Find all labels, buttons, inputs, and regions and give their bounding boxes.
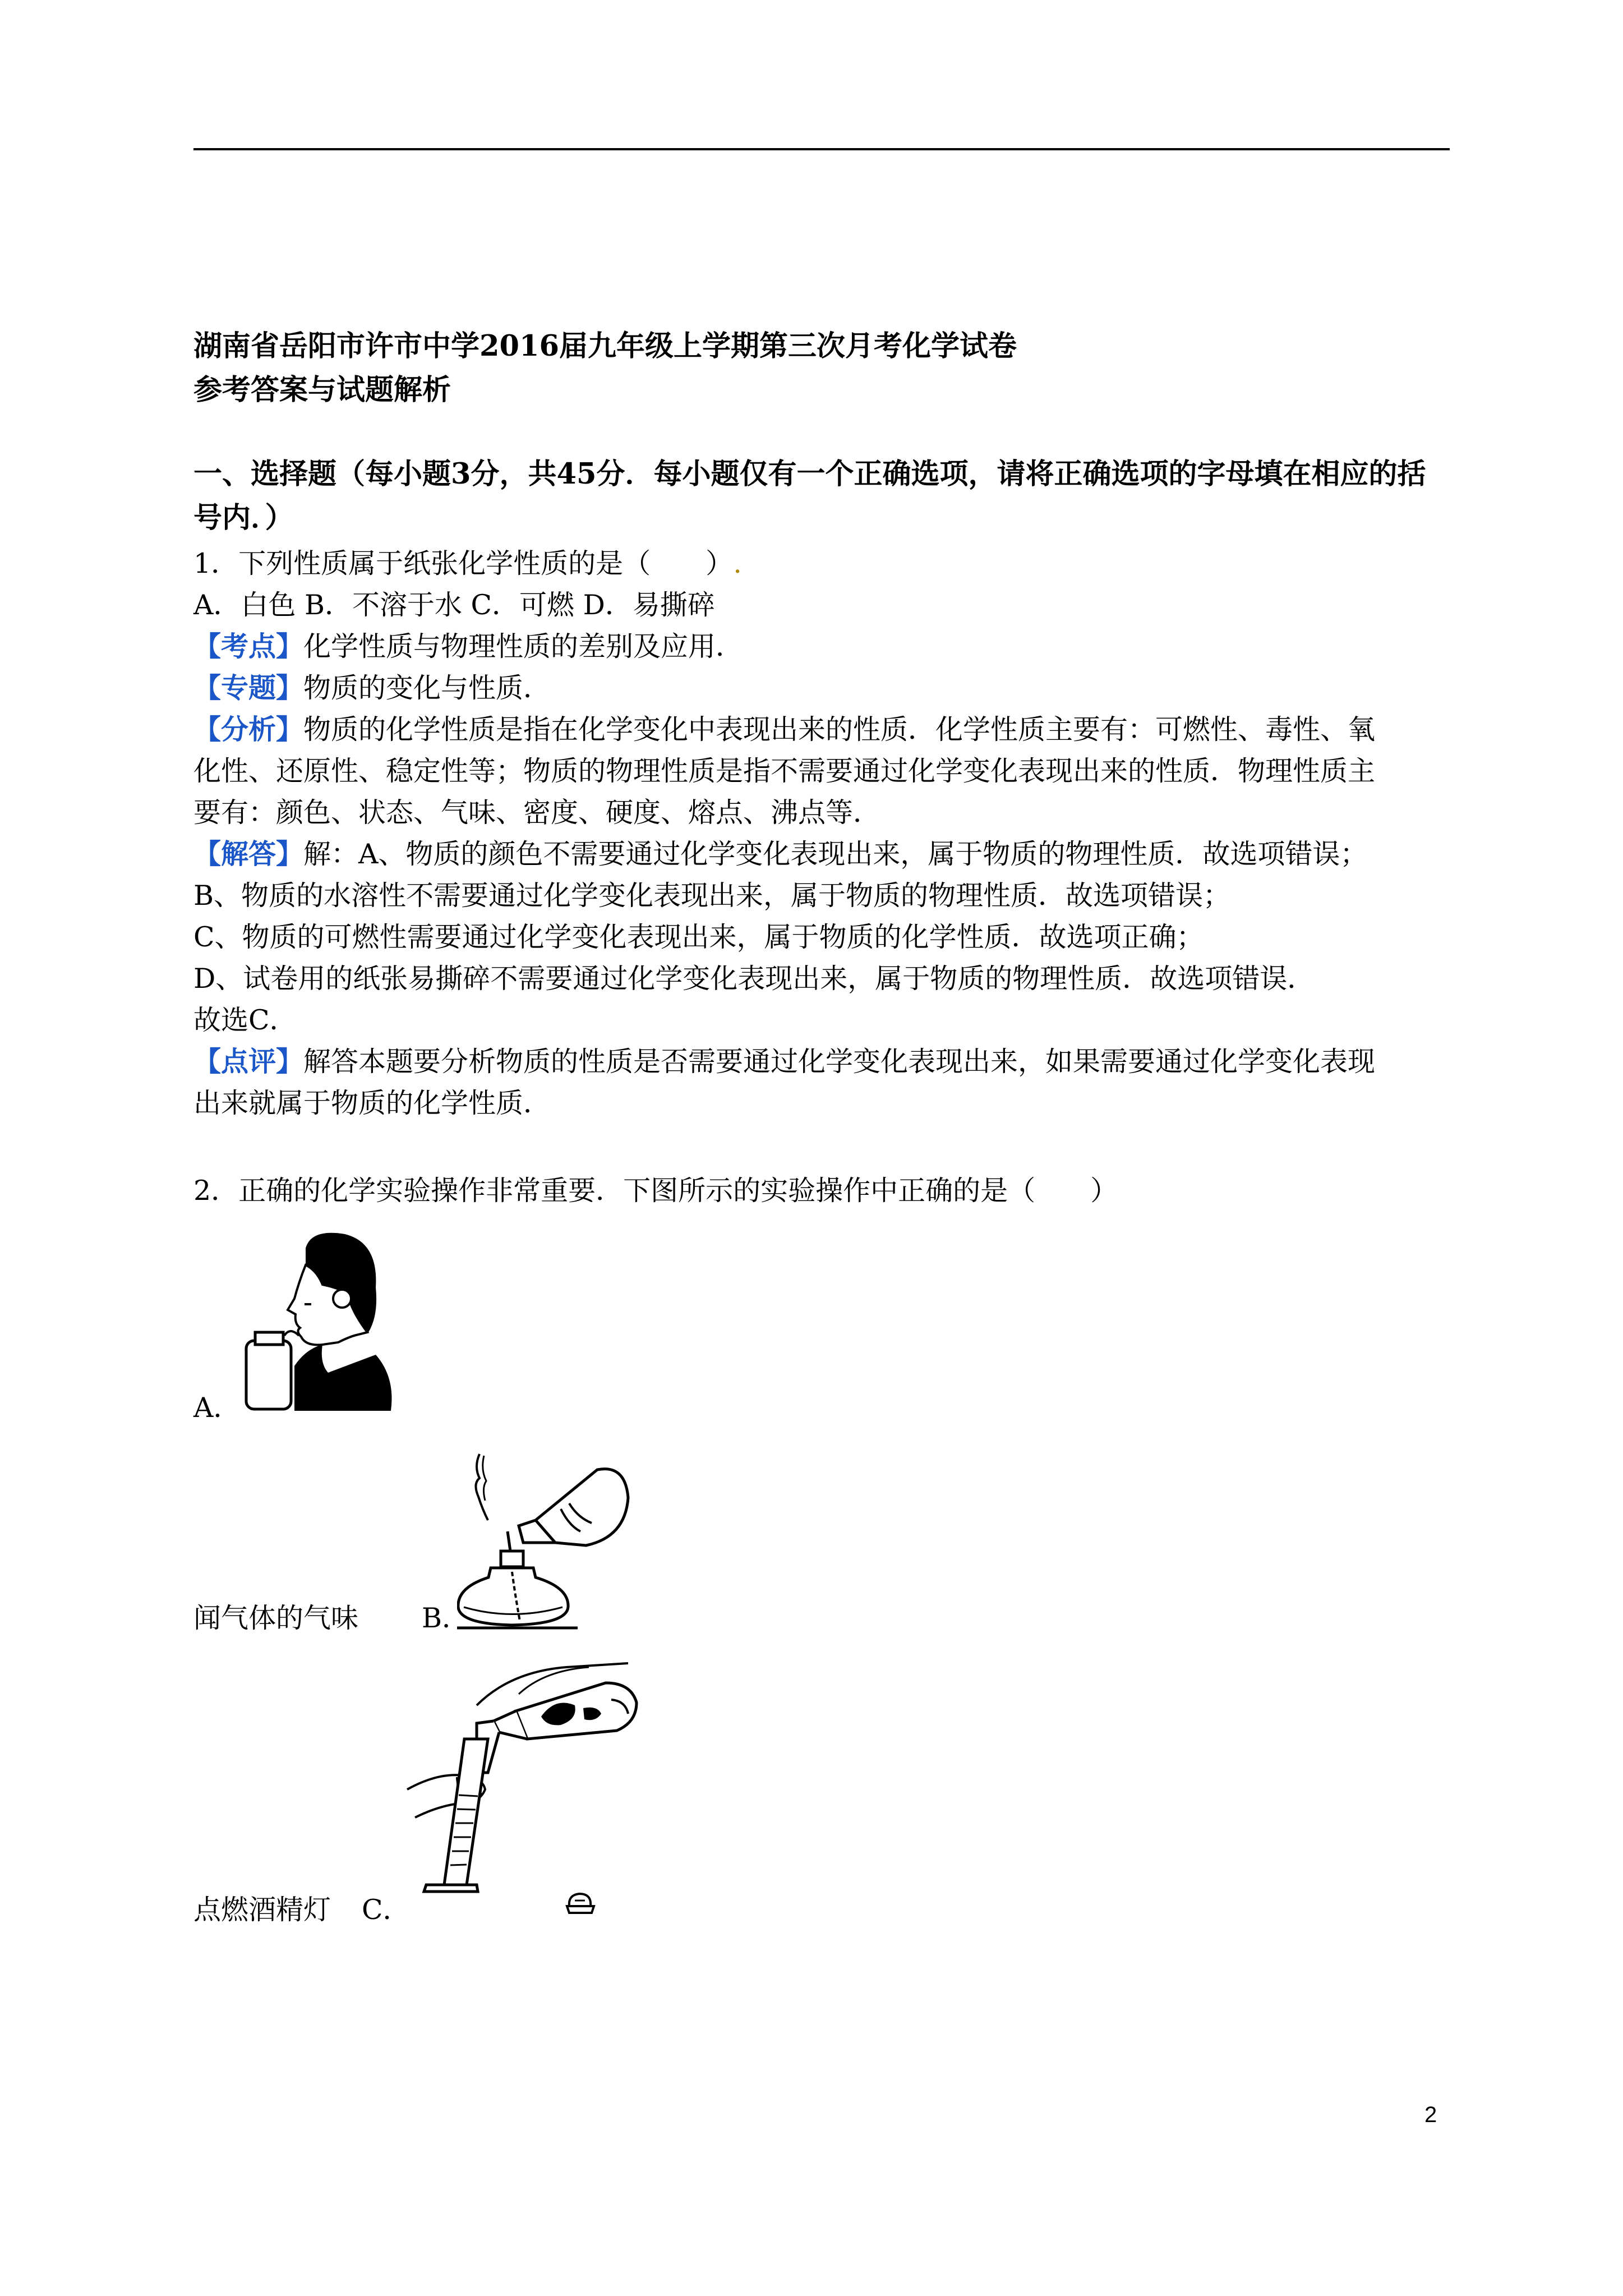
jieda-text1: 解：A、物质的颜色不需要通过化学变化表现出来，属于物质的物理性质．故选项错误； [303,838,1368,870]
q2-option-c-label: C． [362,1894,411,1926]
q1-jieda-line3: C、物质的可燃性需要通过化学变化表现出来，属于物质的化学性质．故选项正确； [193,921,1204,953]
q1-answer: 故选C． [193,1004,297,1036]
q1-dianping-line2: 出来就属于物质的化学性质． [193,1087,551,1119]
jieda-tag: 【解答】 [193,838,304,870]
q2-option-a-label: A． [193,1392,241,1424]
q1-stem [193,547,742,579]
pour-liquid-figure [404,1660,651,1924]
header-rule [193,148,1450,150]
q2-option-b-label: B． [422,1602,470,1634]
dianping-tag: 【点评】 [193,1045,304,1078]
light-alcohol-lamp-figure [457,1453,637,1638]
q1-jieda-line1 [193,840,1367,868]
q2-option-a-caption: 闻气体的气味 [193,1602,359,1634]
q1-stem-text: 1．下列性质属于纸张化学性质的是（ ） [193,547,734,579]
dianping-text1: 解答本题要分析物质的性质是否需要通过化学变化表现出来，如果需要通过化学变化表现 [303,1046,1376,1078]
kaodian-text: 化学性质与物理性质的差别及应用． [303,631,744,662]
fenxi-tag: 【分析】 [193,713,304,746]
q1-jieda-line4: D、试卷用的纸张易撕碎不需要通过化学变化表现出来，属于物质的物理性质．故选项错误． [193,963,1315,995]
document-subtitle: 参考答案与试题解析 [193,373,451,407]
zhuanti-tag: 【专题】 [193,671,304,704]
page-number: 2 [1424,2102,1437,2127]
document-title: 湖南省岳阳市许市中学2016届九年级上学期第三次月考化学试卷 [193,329,1017,363]
q1-options: A．白色 B．不溶于水 C．可燃 D．易撕碎 [193,589,715,621]
q1-jieda-line2: B、物质的水溶性不需要通过化学变化表现出来，属于物质的物理性质．故选项错误； [193,880,1231,912]
q1-fenxi-line2: 化性、还原性、稳定性等；物质的物理性质是指不需要通过化学变化表现出来的性质．物理性质主 [193,755,1376,787]
q1-stem-dot: . [733,547,742,579]
q2-stem: 2．正确的化学实验操作非常重要．下图所示的实验操作中正确的是（ ） [193,1175,1118,1207]
bottle-stopper-figure [564,1889,597,1917]
q2-option-b-caption: 点燃酒精灯 [193,1894,331,1926]
q1-fenxi-line3: 要有：颜色、状态、气味、密度、硬度、熔点、沸点等． [193,797,881,829]
zhuanti-text: 物质的变化与性质． [303,672,551,704]
q1-fenxi-line1 [193,713,1376,746]
kaodian-tag: 【考点】 [193,630,304,662]
q1-dianping-line1 [193,1045,1376,1078]
section-heading-line1: 一、选择题（每小题3分，共45分．每小题仅有一个正确选项，请将正确选项的字母填在相应的括 [193,457,1426,491]
fenxi-text1: 物质的化学性质是指在化学变化中表现出来的性质．化学性质主要有：可燃性、毒性、氧 [303,714,1376,746]
section-heading-line2: 号内．） [193,501,294,535]
q1-kaodian [193,630,744,662]
smell-gas-figure [238,1226,395,1416]
q1-zhuanti [193,671,551,704]
